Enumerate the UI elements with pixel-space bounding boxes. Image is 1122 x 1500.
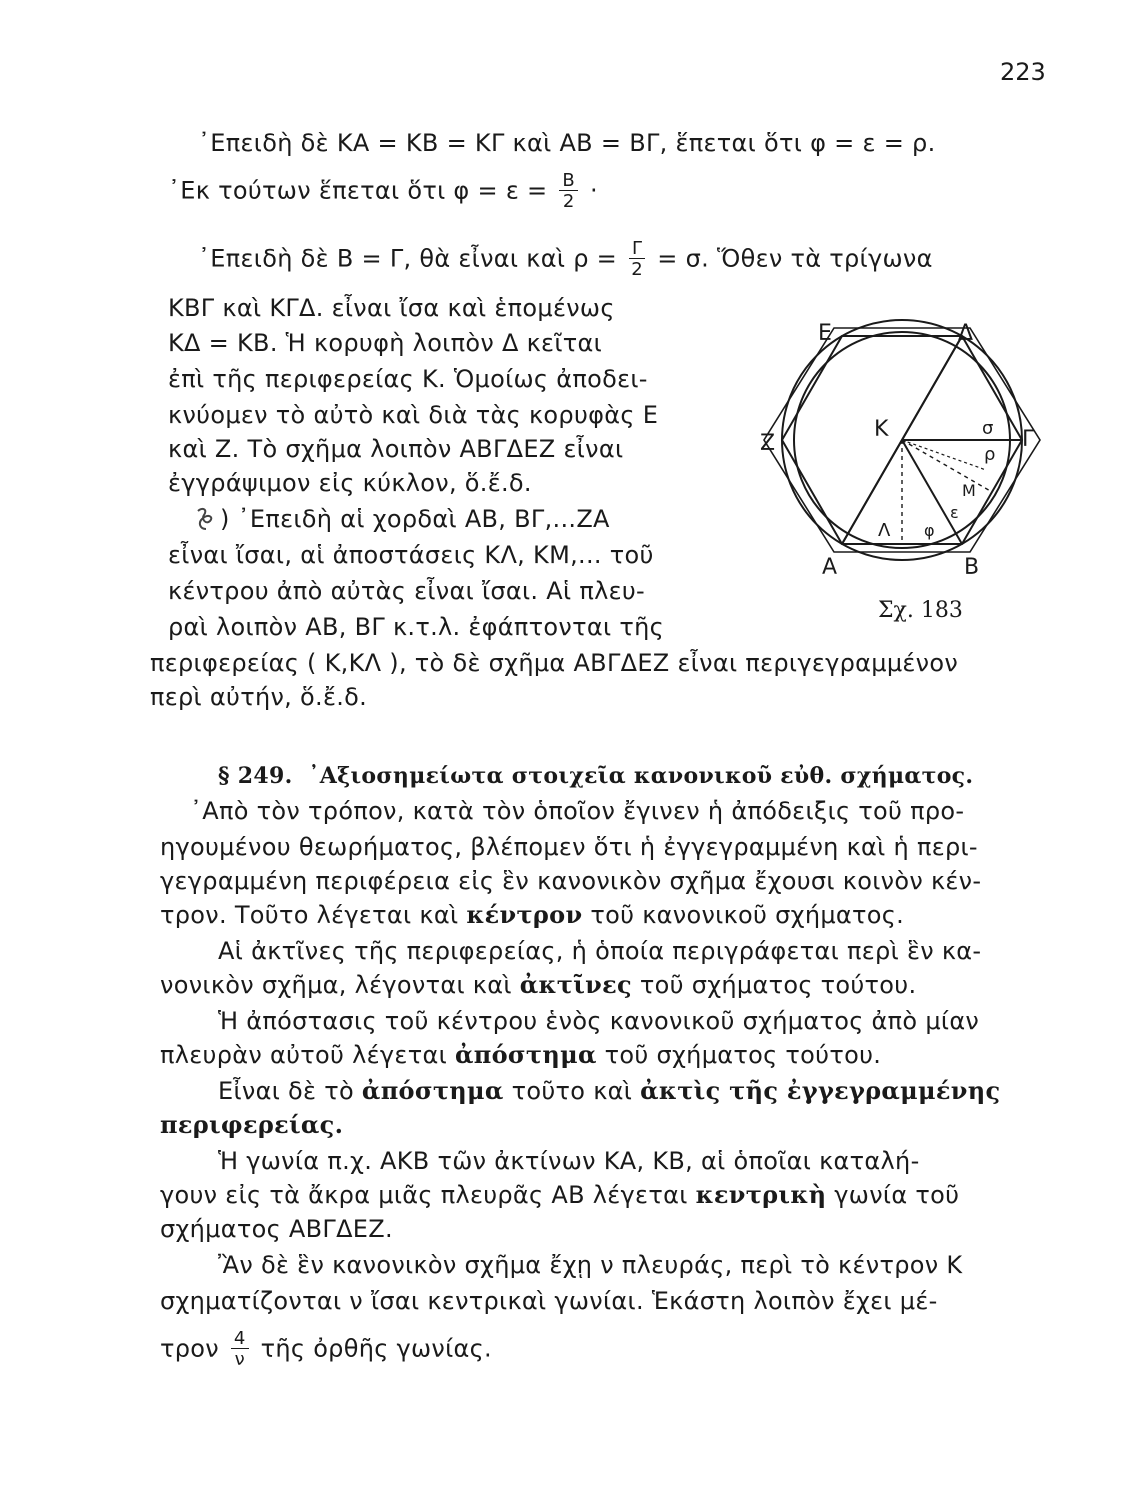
text-line: εἶναι ἴσαι, αἱ ἀποστάσεις ΚΛ, ΚΜ,... τοῦ [168,541,654,569]
label-rho: ρ [984,444,996,465]
text-segment: τῆς ὀρθῆς γωνίας. [260,1334,492,1363]
text-segment: ) ᾽Επειδὴ αἱ χορδαὶ ΑΒ, ΒΓ,...ΖΑ [220,505,610,533]
text-segment: πλευρὰν αὐτοῦ λέγεται [160,1041,447,1069]
page-number: 223 [1000,58,1046,86]
fraction-numerator: Γ [629,240,645,259]
paragraph-line [218,1076,1000,1106]
paragraph-line [160,1180,959,1210]
paragraph-line: Αἱ ἀκτῖνες τῆς περιφερείας, ἡ ὁποία περιγράφεται περὶ ἓν κα- [218,937,982,965]
fraction-numerator: Β [559,172,578,191]
text-line: περὶ αὐτήν, ὅ.ἔ.δ. [150,683,368,711]
paragraph-line: Ἂν δὲ ἓν κανονικὸν σχῆμα ἔχῃ ν πλευράς, περὶ τὸ κέντρον Κ [218,1251,963,1279]
text-segment: τοῦ σχήματος τούτου. [604,1041,882,1069]
text-segment: ᾽Εκ τούτων ἕπεται ὅτι φ = ε = [168,176,548,205]
text-segment: = σ. Ὅθεν τὰ τρίγωνα [657,244,933,273]
text-line: κνύομεν τὸ αὐτὸ καὶ διὰ τὰς κορυφὰς Ε [168,401,659,429]
label-D: Δ [958,321,974,346]
text-segment: · [589,176,598,205]
paragraph-line [160,1040,881,1070]
handwritten-numeral [192,507,220,533]
fraction-numerator: 4 [231,1330,249,1349]
paragraph-line [160,970,916,1000]
paragraph-line: σχηματίζονται ν ἴσαι κεντρικαὶ γωνίαι. Ἑκάστη λοιπὸν ἔχει μέ- [160,1287,938,1315]
text-segment: τρον. Τοῦτο λέγεται καὶ [160,901,459,929]
figure-svg [760,310,1060,610]
text-line: ραὶ λοιπὸν ΑΒ, ΒΓ κ.τ.λ. ἐφάπτονται τῆς [168,613,664,641]
text-segment: τοῦ σχήματος τούτου. [639,971,917,999]
text-segment: γωνία τοῦ [834,1181,960,1209]
paragraph-line: γεγραμμένη περιφέρεια εἰς ἓν κανονικὸν σχῆμα ἔχουσι κοινὸν κέν- [160,867,982,895]
bold-term: περιφερείας. [160,1110,344,1139]
fraction [559,172,578,211]
label-K: Κ [874,417,889,442]
text-line: καὶ Ζ. Τὸ σχῆμα λοιπὸν ΑΒΓΔΕΖ εἶναι [168,435,624,463]
text-segment: νονικὸν σχῆμα, λέγονται καὶ [160,971,512,999]
text-segment: τοῦ κανονικοῦ σχήματος. [590,901,905,929]
text-line: ᾽Επειδὴ δὲ ΚΑ = ΚΒ = ΚΓ καὶ ΑΒ = ΒΓ, ἕπεται ὅτι φ = ε = ρ. [198,129,936,157]
text-line: ΚΒΓ καὶ ΚΓΔ. εἶναι ἴσα καὶ ἑπομένως [168,294,615,322]
section-number: § 249. [218,763,293,789]
paragraph-line: Ἡ γωνία π.χ. ΑΚΒ τῶν ἀκτίνων ΚΑ, ΚΒ, αἱ ὁποῖαι καταλή- [218,1147,920,1175]
label-G: Γ [1022,427,1035,452]
text-line: ἐπὶ τῆς περιφερείας Κ. Ὁμοίως ἀποδει- [168,365,648,393]
text-line: κέντρου ἀπὸ αὐτὰς εἶναι ἴσαι. Αἱ πλευ- [168,577,646,605]
text-line-with-fraction [198,240,933,279]
label-epsilon: ε [950,503,959,522]
fraction-denominator: ν [234,1349,245,1370]
geometry-figure [760,310,1060,640]
figure-caption: Σχ. 183 [878,598,963,623]
section-heading [218,760,973,791]
label-A: Α [822,555,838,580]
text-line: ἐγγράψιμον εἰς κύκλον, ὅ.ἔ.δ. [168,469,532,497]
label-Z: Ζ [760,431,776,456]
apothem-KM [902,440,992,492]
bold-term: ἀκτὶς τῆς ἐγγεγραμμένης [640,1076,1001,1105]
text-line-with-numeral [192,504,610,534]
bold-term: ἀκτῖνες [519,970,632,999]
paragraph-line: σχήματος ΑΒΓΔΕΖ. [160,1215,393,1243]
paragraph-line: ᾽Απὸ τὸν τρόπον, κατὰ τὸν ὁποῖον ἔγινεν ἡ ἀπόδειξις τοῦ προ- [190,797,965,825]
auxiliary-line [902,440,986,470]
text-segment: ᾽Επειδὴ δὲ Β = Γ, θὰ εἶναι καὶ ρ = [198,244,618,273]
label-B: Β [964,555,980,580]
fraction-denominator: 2 [562,191,575,212]
label-L: Λ [878,520,891,541]
text-line: περιφερείας ( Κ,ΚΛ ), τὸ δὲ σχῆμα ΑΒΓΔΕΖ εἶναι περιγεγραμμένον [150,649,959,677]
paragraph-line: Ἡ ἀπόστασις τοῦ κέντρου ἑνὸς κανονικοῦ σχήματος ἀπὸ μίαν [218,1007,980,1035]
paragraph-line-with-fraction [160,1330,492,1369]
text-segment: Εἶναι δὲ τὸ [218,1077,354,1105]
bold-term: ἀπόστημα [361,1076,504,1105]
bold-term: κέντρον [466,900,583,929]
bold-term: ἀπόστημα [454,1040,597,1069]
text-line-with-fraction [168,172,598,211]
label-E: Ε [818,321,832,346]
label-M: Μ [962,481,976,500]
paragraph-line [160,1110,343,1140]
fraction [231,1330,249,1369]
text-segment: γουν εἰς τὰ ἄκρα μιᾶς πλευρᾶς ΑΒ λέγεται [160,1181,688,1209]
label-phi: φ [924,521,935,540]
paragraph-line: ηγουμένου θεωρήματος, βλέπομεν ὅτι ἡ ἐγγεγραμμένη καὶ ἡ περι- [160,833,978,861]
fraction [629,240,645,279]
paragraph-line [160,900,904,930]
text-segment: τρον [160,1334,219,1363]
section-title: ᾽Αξιοσημείωτα στοιχεῖα κανονικοῦ εὐθ. σχήματος. [308,763,974,789]
fraction-denominator: 2 [631,259,644,280]
text-line: ΚΔ = ΚΒ. Ἡ κορυφὴ λοιπὸν Δ κεῖται [168,329,603,357]
text-segment: τοῦτο καὶ [511,1077,633,1105]
bold-term: κεντρικὴ [695,1180,827,1209]
label-sigma: σ [982,418,994,439]
